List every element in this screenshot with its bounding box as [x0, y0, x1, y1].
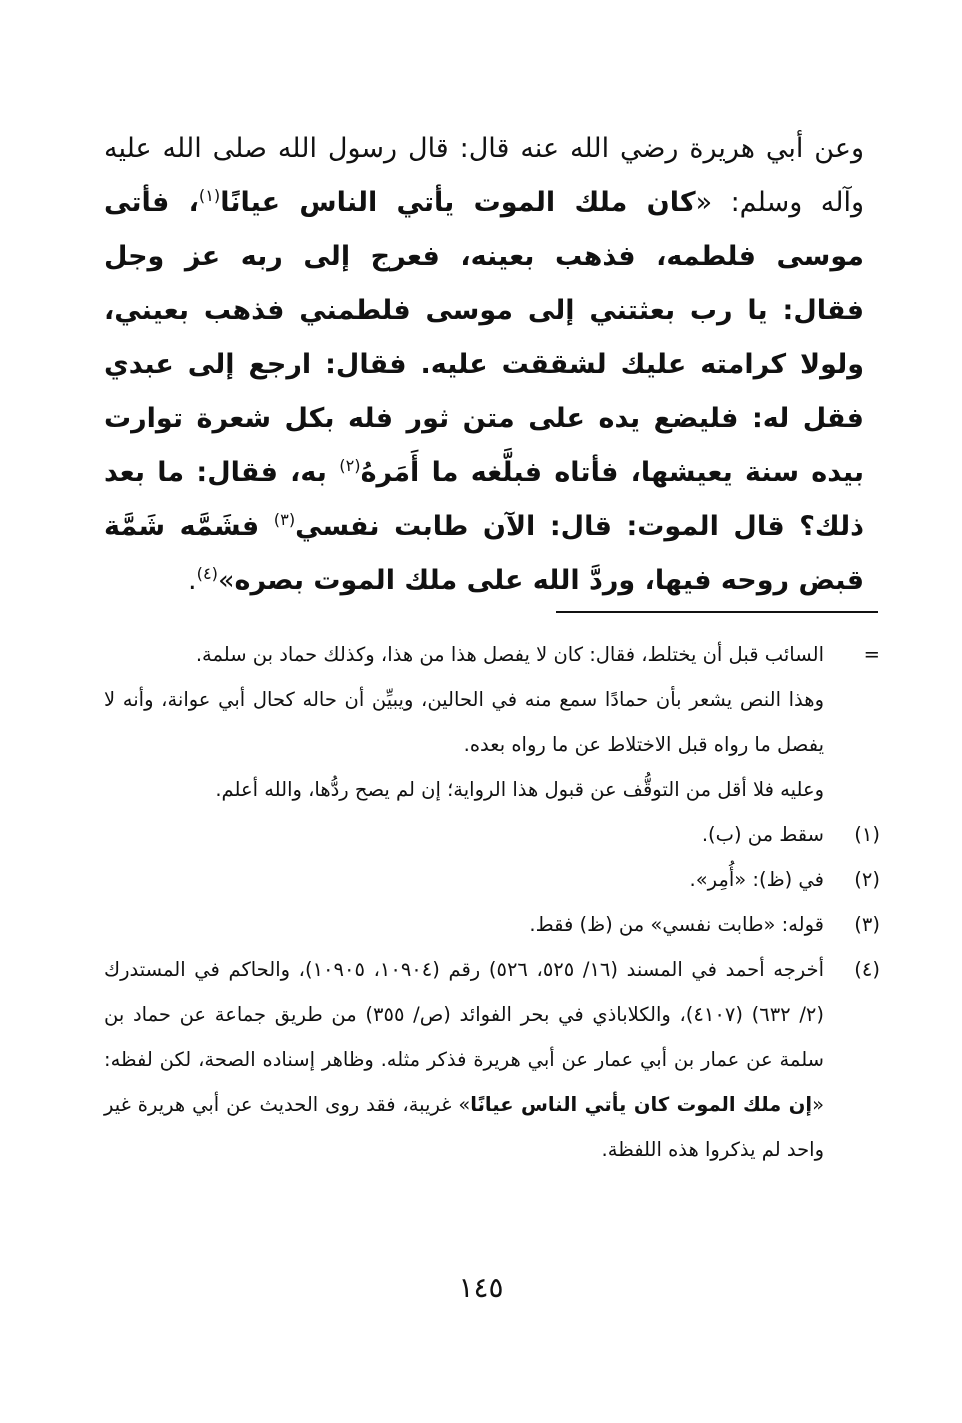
hadith-text-part4: فشَمَّه شَمَّة قبض روحه فيها، وردَّ الله على ملك الموت بصره [104, 511, 864, 596]
footnote-number: (١) [854, 823, 880, 846]
footnote-separator [556, 611, 878, 613]
footnote-paragraph-text: وعليه فلا أقل من التوقُّف عن قبول هذا الرواية؛ إن لم يصح ردُّها، والله أعلم. [215, 778, 824, 801]
closing-quote: » [217, 565, 235, 596]
footnote-number: (٣) [854, 913, 880, 936]
footnote-bold-quote: إن ملك الموت كان يأتي الناس عيانًا [470, 1093, 813, 1116]
continuation-marker: = [863, 643, 880, 666]
footnotes-section [104, 632, 880, 1172]
footnote-ref-4: (٤) [196, 564, 218, 583]
footnote-number: (٤) [854, 958, 880, 981]
footnote-ref-3: (٣) [273, 510, 296, 529]
page-number: ١٤٥ [458, 1271, 504, 1304]
footnote-item-3 [104, 902, 880, 947]
footnote-text: قوله: «طابت نفسي» من (ظ) فقط. [529, 913, 824, 936]
footnote-paragraph [104, 677, 880, 767]
footnote-paragraph-text: وهذا النص يشعر بأن حمادًا سمع منه في الحالين، ويبيِّن أن حاله كحال أبي عوانة، وأنه لا يفصل ما رواه قبل الاختلاط عن ما رواه بعده. [104, 688, 824, 756]
hadith-text-part1: كان ملك الموت يأتي الناس عيانًا [220, 187, 696, 218]
intro-text: وعن أبي هريرة رضي الله عنه قال: قال رسول الله صلى الله عليه وآله وسلم: « [104, 133, 864, 218]
continuation-text: السائب قبل أن يختلط، فقال: كان لا يفصل هذا من هذا، وكذلك حماد بن سلمة. [195, 643, 824, 666]
footnote-ref-1: (١) [198, 186, 221, 205]
footnote-number: (٢) [854, 868, 880, 891]
footnote-text: » غريبة، فقد روى الحديث عن أبي هريرة غير واحد لم يذكروا هذه اللفظة. [104, 1093, 824, 1161]
footnote-paragraph [104, 767, 880, 812]
hadith-text-part2: ، فأتى موسى فلطمه، فذهب بعينه، فعرج إلى ربه عز وجل فقال: يا رب بعثتني إلى موسى فلطمني فذهب بعيني، ولولا كرامته عليك لشققت عليه. فقال: ارجع إلى عبدي فقل له: فليضع يده على متن ثور فله بكل شعرة توارت بيده سنة يعيشها، فأتاه فبلَّغه ما أَمَرهُ [104, 187, 864, 488]
end-period: . [188, 565, 197, 596]
footnote-item-4 [104, 947, 880, 1172]
footnote-text: في (ظ): «أُمِر». [689, 868, 824, 891]
footnote-text: أخرجه أحمد في المسند (١٦/ ٥٢٥، ٥٢٦) رقم (١٠٩٠٤، ١٠٩٠٥)، والحاكم في المستدرك (٢/ ٦٣٢) (٤١٠٧)، والكلاباذي في بحر الفوائد (ص/ ٣٥٥) من طريق جماعة عن حماد بن سلمة عن عمار بن أبي عمار عن أبي هريرة فذكر مثله. وظاهر إسناده الصحة، لكن لفظه: « [104, 958, 824, 1116]
footnote-ref-2: (٢) [339, 456, 361, 475]
hadith-text-part3: به، فقال: ما بعد ذلك؟ قال الموت: قال: الآن طابت نفسي [104, 457, 864, 542]
footnote-item-2 [104, 857, 880, 902]
footnote-continuation [104, 632, 880, 677]
footnote-item-1 [104, 812, 880, 857]
main-paragraph [104, 122, 864, 608]
footnote-text: سقط من (ب). [701, 823, 824, 846]
